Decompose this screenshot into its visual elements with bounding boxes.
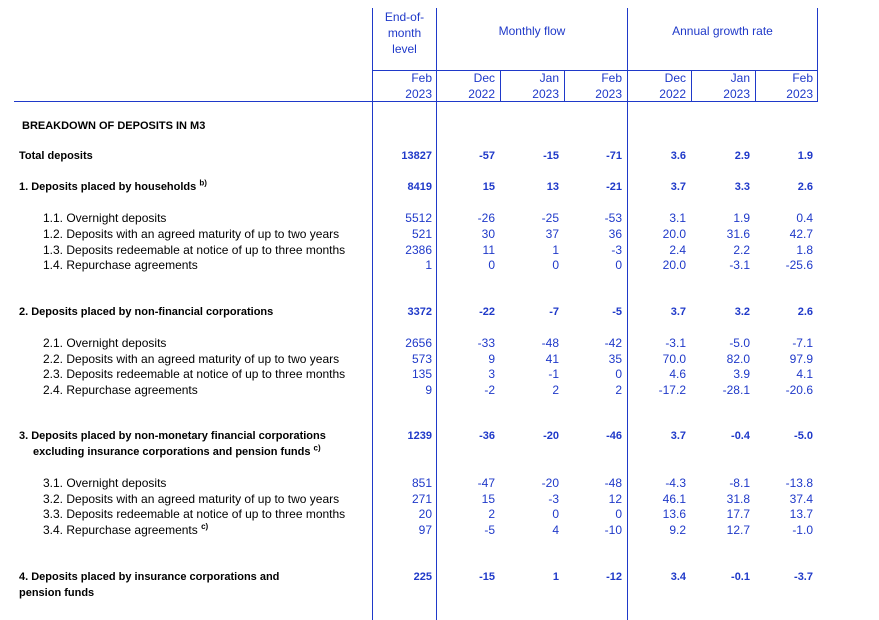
table-cell: 521: [411, 227, 432, 241]
row-label: 3.4. Repurchase agreements $^{c)}$: [43, 522, 209, 537]
table-cell: -7.1: [792, 336, 813, 350]
table-cell: 0: [615, 367, 622, 381]
table-cell: 2656: [405, 336, 432, 350]
table-cell: -25: [541, 211, 559, 225]
table-cell: 3.2: [734, 306, 750, 318]
table-cell: 0: [552, 507, 559, 521]
table-cell: 135: [411, 367, 432, 381]
table-cell: -15: [479, 571, 495, 583]
table-cell: 20.0: [662, 258, 686, 272]
table-cell: 3: [488, 367, 495, 381]
table-cell: -2: [484, 383, 495, 397]
table-cell: 3.1: [669, 211, 686, 225]
table-cell: 0: [615, 258, 622, 272]
table-cell: -3.7: [794, 571, 813, 583]
table-cell: 12: [608, 492, 622, 506]
table-cell: 1.9: [797, 150, 813, 162]
row-label: 3.3. Deposits redeemable at notice of up to three months: [43, 507, 346, 521]
table-cell: 9.2: [669, 523, 686, 537]
table-cell: -57: [479, 150, 495, 162]
row-label: 1.2. Deposits with an agreed maturity of up to two years: [43, 227, 340, 241]
table-cell: 0: [615, 507, 622, 521]
table-cell: -25.6: [785, 258, 813, 272]
table-cell: -48: [541, 336, 559, 350]
table-cell: 4: [552, 523, 559, 537]
table-cell: 82.0: [726, 352, 750, 366]
table-cell: 97: [418, 523, 432, 537]
table-cell: 3.6: [670, 150, 686, 162]
row-label: 3.2. Deposits with an agreed maturity of up to two years: [43, 492, 340, 506]
table-cell: 2: [552, 383, 559, 397]
table-cell: 2.2: [733, 243, 750, 257]
table-cell: 3.7: [670, 430, 686, 442]
table-cell: -15: [543, 150, 559, 162]
table-cell: -17.2: [658, 383, 686, 397]
table-cell: 4.1: [796, 367, 813, 381]
col-divider-growth-right: [817, 8, 818, 101]
table-cell: 30: [481, 227, 495, 241]
table-cell: 9: [488, 352, 495, 366]
column-header: Jan 2023: [532, 71, 559, 101]
row-label: 2.1. Overnight deposits: [43, 336, 167, 350]
table-cell: 70.0: [662, 352, 686, 366]
table-cell: 2.9: [734, 150, 750, 162]
table-cell: -42: [604, 336, 622, 350]
table-cell: -20: [543, 430, 559, 442]
table-cell: 41: [545, 352, 559, 366]
table-cell: 2.4: [669, 243, 686, 257]
table-cell: 0: [552, 258, 559, 272]
table-cell: 0.4: [796, 211, 813, 225]
column-header: Feb 2023: [786, 71, 813, 101]
table-cell: -3.1: [729, 258, 750, 272]
table-cell: 225: [413, 571, 432, 583]
column-header: Feb 2023: [405, 71, 432, 101]
table-cell: -3: [611, 243, 622, 257]
level-header-title: End-of- month level: [384, 10, 425, 56]
table-cell: 15: [482, 181, 495, 193]
table-cell: 31.8: [726, 492, 750, 506]
table-cell: 1.9: [733, 211, 750, 225]
table-cell: -3.1: [665, 336, 686, 350]
table-cell: -26: [477, 211, 495, 225]
table-cell: 3.9: [733, 367, 750, 381]
table-cell: 2.6: [797, 181, 813, 193]
table-cell: 20.0: [662, 227, 686, 241]
section-title: BREAKDOWN OF DEPOSITS IN M3: [22, 120, 206, 132]
footnote-marker: c): [201, 522, 209, 531]
table-cell: 2: [488, 507, 495, 521]
table-cell: 13.6: [662, 507, 686, 521]
table-cell: 2: [615, 383, 622, 397]
table-cell: 3.7: [670, 306, 686, 318]
table-cell: 36: [608, 227, 622, 241]
table-cell: 37.4: [789, 492, 813, 506]
table-cell: 13827: [401, 150, 432, 162]
table-cell: -7: [549, 306, 559, 318]
table-cell: -22: [479, 306, 495, 318]
row-heading: 2. Deposits placed by non-financial corporations: [19, 306, 274, 318]
table-cell: 15: [481, 492, 495, 506]
table-cell: -5: [612, 306, 622, 318]
table-cell: -47: [477, 476, 495, 490]
table-cell: -20: [541, 476, 559, 490]
table-cell: 8419: [407, 181, 432, 193]
table-cell: -5: [484, 523, 495, 537]
table-cell: 0: [488, 258, 495, 272]
table-cell: 3.7: [670, 181, 686, 193]
table-cell: 42.7: [789, 227, 813, 241]
row-label: 2.4. Repurchase agreements: [43, 383, 198, 397]
table-cell: -1.0: [792, 523, 813, 537]
table-cell: -1: [548, 367, 559, 381]
table-cell: 1239: [407, 430, 432, 442]
table-cell: 1: [552, 243, 559, 257]
table-cell: -48: [604, 476, 622, 490]
column-header: Jan 2023: [723, 71, 750, 101]
footnote-marker: b): [199, 178, 207, 188]
table-cell: 97.9: [789, 352, 813, 366]
table-cell: 13.7: [789, 507, 813, 521]
table-cell: -20.6: [785, 383, 813, 397]
table-cell: -0.4: [731, 430, 750, 442]
column-header: Dec 2022: [659, 71, 686, 101]
table-cell: 5512: [405, 211, 432, 225]
table-cell: -46: [606, 430, 622, 442]
row-label: 1.4. Repurchase agreements: [43, 258, 198, 272]
footnote-marker: c): [313, 443, 321, 453]
column-header: Dec 2022: [468, 71, 495, 101]
row-heading: 4. Deposits placed by insurance corporations and pension funds: [19, 571, 280, 599]
table-cell: 3372: [407, 306, 432, 318]
column-header: Feb 2023: [595, 71, 622, 101]
table-cell: -4.3: [665, 476, 686, 490]
table-cell: 1.8: [796, 243, 813, 257]
table-cell: 46.1: [662, 492, 686, 506]
table-cell: -71: [606, 150, 622, 162]
table-cell: -10: [604, 523, 622, 537]
table-cell: -12: [606, 571, 622, 583]
table-cell: -21: [606, 181, 622, 193]
table-cell: 12.7: [726, 523, 750, 537]
table-cell: -0.1: [731, 571, 750, 583]
row-heading: 1. Deposits placed by households $^{b)}$: [19, 178, 207, 193]
row-heading: 3. Deposits placed by non-monetary financial corporations excluding insurance corporations and pension funds $^{c)}$: [19, 430, 326, 458]
table-cell: -36: [479, 430, 495, 442]
table-cell: 20: [418, 507, 432, 521]
table-cell: -3: [548, 492, 559, 506]
table-cell: 2.6: [797, 306, 813, 318]
table-cell: 4.6: [669, 367, 686, 381]
row-label: 3.1. Overnight deposits: [43, 476, 167, 490]
row-label: 1.3. Deposits redeemable at notice of up to three months: [43, 243, 346, 257]
table-cell: 851: [411, 476, 432, 490]
flow-header-title: Monthly flow: [498, 24, 566, 38]
table-cell: 17.7: [726, 507, 750, 521]
table-cell: 3.3: [734, 181, 750, 193]
table-cell: -13.8: [785, 476, 813, 490]
table-cell: -33: [477, 336, 495, 350]
row-heading: Total deposits: [19, 150, 93, 162]
table-cell: 31.6: [726, 227, 750, 241]
table-cell: 573: [411, 352, 432, 366]
table-cell: -8.1: [729, 476, 750, 490]
table-cell: 35: [608, 352, 622, 366]
growth-header-title: Annual growth rate: [672, 24, 773, 38]
table-cell: 9: [425, 383, 432, 397]
table-cell: 13: [546, 181, 559, 193]
table-cell: -53: [604, 211, 622, 225]
row-label: 1.1. Overnight deposits: [43, 211, 167, 225]
table-cell: 3.4: [670, 571, 686, 583]
table-cell: 2386: [405, 243, 432, 257]
table-cell: -5.0: [794, 430, 813, 442]
table-cell: 271: [411, 492, 432, 506]
table-cell: -28.1: [722, 383, 750, 397]
table-cell: 37: [545, 227, 559, 241]
table-cell: -5.0: [729, 336, 750, 350]
row-label: 2.3. Deposits redeemable at notice of up to three months: [43, 367, 346, 381]
table-cell: 11: [482, 243, 495, 257]
table-cell: 1: [552, 571, 559, 583]
row-label: 2.2. Deposits with an agreed maturity of up to two years: [43, 352, 340, 366]
table-cell: 1: [425, 258, 432, 272]
